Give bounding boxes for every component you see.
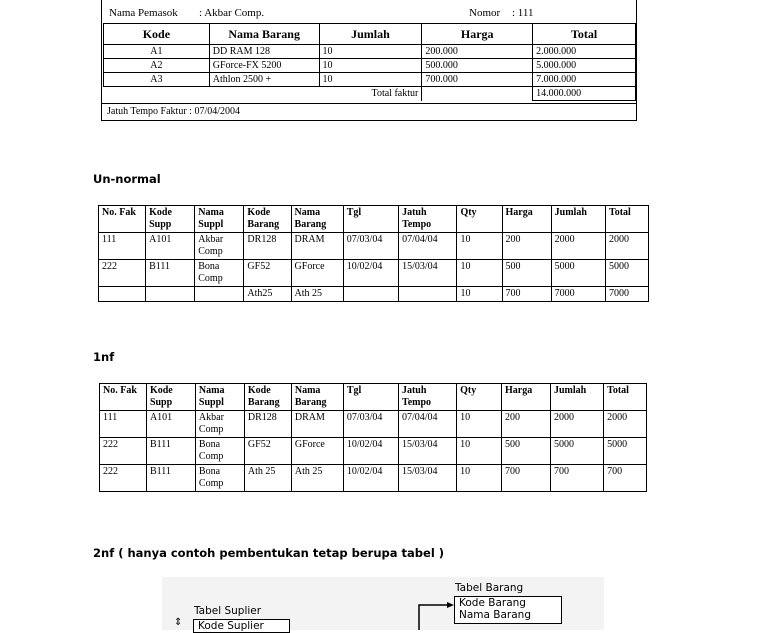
cell: 10/02/04 xyxy=(343,260,398,287)
field-kode-suplier: Kode Suplier xyxy=(198,620,264,632)
cell: 700 xyxy=(502,287,551,302)
column-header: Total xyxy=(605,206,648,233)
column-header: Jumlah xyxy=(319,24,422,45)
cell: DRAM xyxy=(291,233,343,260)
cell xyxy=(195,287,244,302)
table-row xyxy=(99,287,649,302)
cell: Bona Comp xyxy=(195,438,244,465)
cell: Akbar Comp xyxy=(195,233,244,260)
section-title-1nf: 1nf xyxy=(93,350,115,364)
cell: Akbar Comp xyxy=(195,411,244,438)
column-header: Qty xyxy=(457,206,502,233)
cell: 5.000.000 xyxy=(533,59,636,73)
field-nama-barang: Nama Barang xyxy=(459,609,531,621)
cell: 700.000 xyxy=(422,73,533,87)
cell: 222 xyxy=(99,260,146,287)
cell: 10 xyxy=(457,465,502,492)
column-header: Kode xyxy=(104,24,210,45)
cell: 200.000 xyxy=(422,45,533,59)
cell: A101 xyxy=(146,411,195,438)
table-row xyxy=(104,73,636,87)
supplier-label: Nama Pemasok xyxy=(109,7,178,19)
invoice-table xyxy=(103,23,636,101)
cell: 222 xyxy=(100,438,147,465)
cell: Ath 25 xyxy=(291,287,343,302)
schema-diagram xyxy=(162,577,604,630)
cell xyxy=(343,287,398,302)
column-header: Total xyxy=(604,384,647,411)
total-spacer xyxy=(422,87,533,101)
cell: 111 xyxy=(99,233,146,260)
cell: B111 xyxy=(146,465,195,492)
cell: DR128 xyxy=(244,411,291,438)
cell: 10 xyxy=(457,438,502,465)
table-row xyxy=(99,260,649,287)
cell: Athlon 2500 + xyxy=(209,73,319,87)
column-header: Harga xyxy=(502,206,551,233)
column-header: Jumlah xyxy=(551,384,604,411)
cell: 5000 xyxy=(605,260,648,287)
cell: 7000 xyxy=(551,287,605,302)
column-header: Harga xyxy=(502,384,551,411)
cell: 700 xyxy=(551,465,604,492)
cell: 10 xyxy=(457,411,502,438)
cell: 222 xyxy=(100,465,147,492)
cell: 10/02/04 xyxy=(343,438,398,465)
cell: DD RAM 128 xyxy=(209,45,319,59)
cell: 10/02/04 xyxy=(343,465,398,492)
tabel-barang-box xyxy=(454,596,562,624)
table-row xyxy=(100,438,647,465)
cell: 15/03/04 xyxy=(399,260,457,287)
cell: 500 xyxy=(502,438,551,465)
unnormal-table xyxy=(98,205,649,302)
cell: 500.000 xyxy=(422,59,533,73)
cell xyxy=(99,287,146,302)
cell: 10 xyxy=(457,233,502,260)
cell: B111 xyxy=(146,438,195,465)
column-header: Total xyxy=(533,24,636,45)
cell: 2000 xyxy=(605,233,648,260)
cell: GForce xyxy=(291,438,343,465)
cell: 10 xyxy=(319,45,422,59)
divider xyxy=(102,103,636,104)
cell: 2000 xyxy=(604,411,647,438)
cell: B111 xyxy=(146,260,195,287)
cell: 7.000.000 xyxy=(533,73,636,87)
cell: GF52 xyxy=(244,438,291,465)
column-header: No. Fak xyxy=(100,384,147,411)
cell: 10 xyxy=(319,59,422,73)
column-header: Nama Suppl xyxy=(195,384,244,411)
cell: 10 xyxy=(457,260,502,287)
cell: Ath 25 xyxy=(244,465,291,492)
cell: 5000 xyxy=(604,438,647,465)
cell: 2.000.000 xyxy=(533,45,636,59)
cell: GForce-FX 5200 xyxy=(209,59,319,73)
column-header: Jatuh Tempo xyxy=(398,384,456,411)
relation-arrow xyxy=(414,597,456,630)
table-row xyxy=(100,411,647,438)
cell: Ath25 xyxy=(244,287,291,302)
cell: 111 xyxy=(100,411,147,438)
nf1-table xyxy=(99,383,647,492)
cell: 500 xyxy=(502,260,551,287)
cell: A2 xyxy=(104,59,210,73)
cell: 07/04/04 xyxy=(398,411,456,438)
table-row xyxy=(104,45,636,59)
total-row xyxy=(104,87,636,101)
cell: 07/03/04 xyxy=(343,233,398,260)
cell: GForce xyxy=(291,260,343,287)
column-header: Nama Barang xyxy=(291,384,343,411)
table-row xyxy=(104,59,636,73)
column-header: Nama Suppl xyxy=(195,206,244,233)
tabel-suplier-box xyxy=(193,619,290,633)
cell: 7000 xyxy=(605,287,648,302)
cell: 700 xyxy=(502,465,551,492)
cell: 10 xyxy=(457,287,502,302)
cell: 10 xyxy=(319,73,422,87)
invoice-number-label: Nomor xyxy=(469,7,501,19)
column-header: Kode Barang xyxy=(244,384,291,411)
total-value: 14.000.000 xyxy=(533,87,636,101)
table-row xyxy=(100,465,647,492)
column-header: Kode Supp xyxy=(146,206,195,233)
column-header: Tgl xyxy=(343,384,398,411)
cell: GF52 xyxy=(244,260,291,287)
cell xyxy=(399,287,457,302)
field-kode-barang: Kode Barang xyxy=(459,597,526,609)
cell: Ath 25 xyxy=(291,465,343,492)
cell: 2000 xyxy=(551,233,605,260)
cell: 15/03/04 xyxy=(398,465,456,492)
column-header: Kode Barang xyxy=(244,206,291,233)
due-date: Jatuh Tempo Faktur : 07/04/2004 xyxy=(107,106,240,117)
table-row xyxy=(99,233,649,260)
cell xyxy=(146,287,195,302)
section-title-unnormal: Un-normal xyxy=(93,172,161,186)
cell: 2000 xyxy=(551,411,604,438)
cell: Bona Comp xyxy=(195,465,244,492)
key-icon: ⇕ xyxy=(174,617,183,628)
column-header: Harga xyxy=(422,24,533,45)
cell: 07/03/04 xyxy=(343,411,398,438)
cell: 15/03/04 xyxy=(398,438,456,465)
cell: 700 xyxy=(604,465,647,492)
cell: A3 xyxy=(104,73,210,87)
cell: 07/04/04 xyxy=(399,233,457,260)
invoice-form xyxy=(101,0,637,121)
invoice-number-value: : 111 xyxy=(512,7,534,19)
cell: 200 xyxy=(502,411,551,438)
cell: Bona Comp xyxy=(195,260,244,287)
cell: A101 xyxy=(146,233,195,260)
cell: DRAM xyxy=(291,411,343,438)
cell: DR128 xyxy=(244,233,291,260)
column-header: Kode Supp xyxy=(146,384,195,411)
column-header: Jumlah xyxy=(551,206,605,233)
column-header: Nama Barang xyxy=(209,24,319,45)
tabel-barang-title: Tabel Barang xyxy=(455,582,524,594)
column-header: Tgl xyxy=(343,206,398,233)
cell: 5000 xyxy=(551,438,604,465)
column-header: Nama Barang xyxy=(291,206,343,233)
tabel-suplier-title: Tabel Suplier xyxy=(194,605,262,617)
cell: 200 xyxy=(502,233,551,260)
column-header: Jatuh Tempo xyxy=(399,206,457,233)
section-title-2nf: 2nf ( hanya contoh pembentukan tetap berupa tabel ) xyxy=(93,546,445,560)
supplier-value: : Akbar Comp. xyxy=(199,7,265,19)
cell: A1 xyxy=(104,45,210,59)
column-header: No. Fak xyxy=(99,206,146,233)
column-header: Qty xyxy=(457,384,502,411)
total-label: Total faktur xyxy=(104,87,422,101)
cell: 5000 xyxy=(551,260,605,287)
